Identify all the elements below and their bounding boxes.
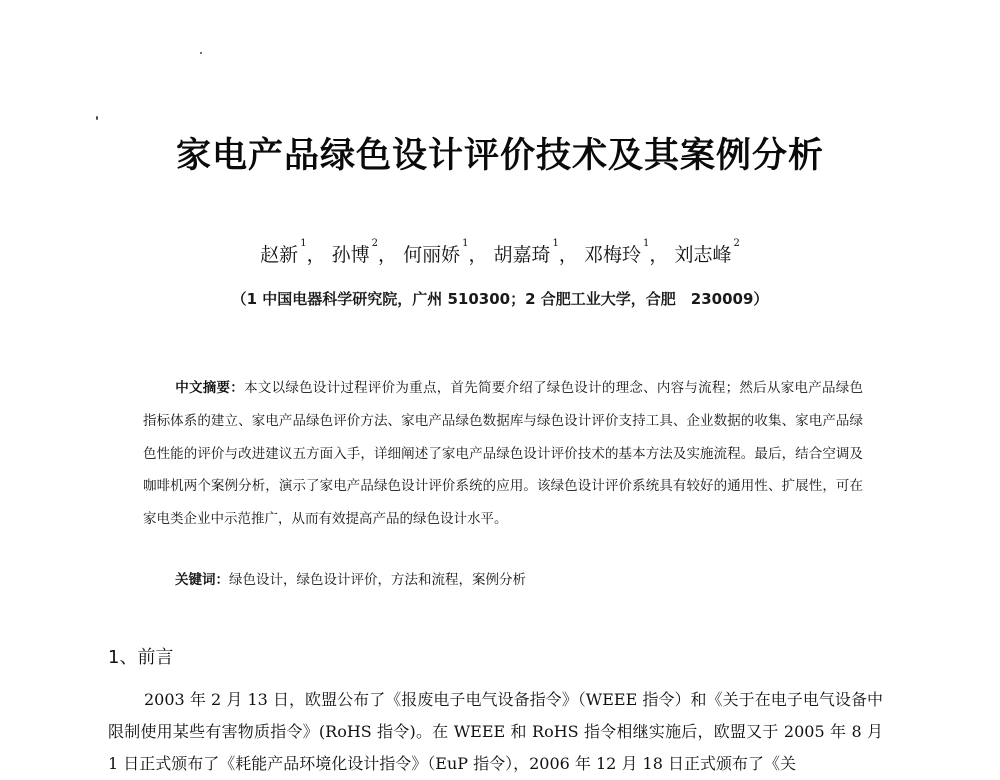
abstract-label: 中文摘要：	[175, 380, 245, 396]
author-affiliation-mark: 1	[643, 238, 650, 249]
author: 胡嘉琦$^1$，	[493, 238, 578, 266]
author-affiliation-mark: 1	[300, 238, 307, 249]
abstract	[143, 372, 863, 536]
author-list	[0, 240, 1000, 267]
affiliations: （1 中国电器科学研究院，广州 510300；2 合肥工业大学，合肥 230009）	[231, 290, 769, 308]
author-affiliation-mark: 1	[552, 238, 559, 249]
body-paragraph: 2003 年 2 月 13 日，欧盟公布了《报废电子电气设备指令》（WEEE 指令）和《关于在电子电气设备中限制使用某些有害物质指令》(RoHS 指令)。在 WEEE 和 RoHS 指令相继实施后，欧盟又于 2005 年 8 月 1 日正式颁布了《耗能产品环境化设计指令》（EuP 指令），2006 年 12 月 18 日正式颁布了《关	[108, 690, 883, 773]
author: 孙博$^2$，	[331, 238, 398, 266]
section-heading-introduction: 1、前言	[108, 647, 174, 668]
keywords-label: 关键词：	[175, 572, 229, 588]
scan-speck	[200, 52, 202, 54]
keywords	[175, 568, 526, 588]
author: 邓梅玲$^1$，	[583, 238, 669, 266]
section-body-introduction	[108, 684, 883, 780]
author-affiliation-mark: 1	[462, 238, 469, 249]
author-affiliation-mark: 2	[371, 238, 379, 249]
scan-speck	[96, 116, 98, 120]
author-affiliation-mark: 2	[733, 238, 740, 249]
paper-title: 家电产品绿色设计评价技术及其案例分析	[175, 135, 824, 176]
abstract-text: 本文以绿色设计过程评价为重点，首先简要介绍了绿色设计的理念、内容与流程；然后从家电产品绿色指标体系的建立、家电产品绿色评价方法、家电产品绿色数据库与绿色设计评价支持工具、企业数据的收集、家电产品绿色性能的评价与改进建议五方面入手，详细阐述了家电产品绿色设计评价技术的基本方法及实施流程。最后，结合空调及咖啡机两个案例分析，演示了家电产品绿色设计评价系统的应用。该绿色设计评价系统具有较好的通用性、扩展性，可在家电类企业中示范推广，从而有效提高产品的绿色设计水平。	[143, 380, 864, 528]
author: 赵新$^1$，	[260, 238, 326, 266]
keywords-text: 绿色设计，绿色设计评价，方法和流程，案例分析	[229, 572, 526, 588]
author: 刘志峰$^2$	[674, 238, 740, 266]
author: 何丽娇$^1$，	[403, 238, 488, 266]
